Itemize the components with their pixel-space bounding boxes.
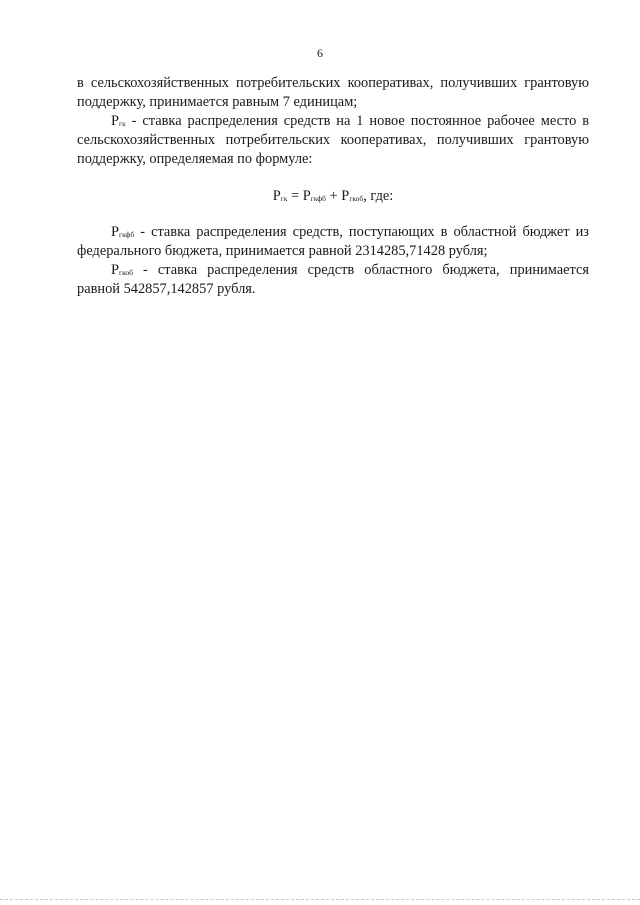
formula: [77, 187, 589, 206]
rate-definition-text: - ставка распределения средств на 1 новое постоянное рабочее место в сельскохозяйственных потребительских кооперативах, получивших грантовую поддержку, определяемая по формуле:: [77, 113, 589, 167]
formula-term1-sub: гкфб: [310, 194, 326, 203]
paragraph-cooperatives-count: в сельскохозяйственных потребительских кооперативах, получивших грантовую поддержку, принимается равным 7 единицам;: [77, 75, 589, 110]
federal-rate-text: - ставка распределения средств, поступающих в областной бюджет из федерального бюджета, принимается равной 2314285,71428 рубля;: [77, 224, 589, 259]
federal-rate-subscript: гкфб: [119, 230, 135, 239]
formula-term2-sub: гкоб: [349, 194, 364, 203]
federal-rate-symbol: P: [111, 224, 120, 240]
page-number: 6: [317, 46, 323, 60]
formula-term1: P: [302, 188, 311, 204]
rate-symbol: P: [111, 113, 120, 129]
regional-rate-symbol: P: [111, 262, 120, 278]
formula-lhs-sub: гк: [280, 194, 288, 203]
document-body: [77, 74, 589, 299]
paragraph-federal-rate: [77, 223, 589, 261]
paragraph-rate-definition: [77, 112, 589, 169]
formula-tail: , где:: [363, 188, 394, 204]
rate-subscript: гк: [119, 119, 126, 128]
formula-equals: =: [287, 188, 303, 204]
paragraph-regional-rate: [77, 261, 589, 299]
formula-term2: P: [341, 188, 350, 204]
regional-rate-text: - ставка распределения средств областного бюджета, принимается равной 542857,142857 рубля.: [77, 262, 589, 297]
scan-edge-line: [0, 899, 640, 901]
formula-lhs: P: [272, 188, 281, 204]
regional-rate-subscript: гкоб: [119, 268, 133, 277]
formula-plus: +: [325, 188, 342, 204]
